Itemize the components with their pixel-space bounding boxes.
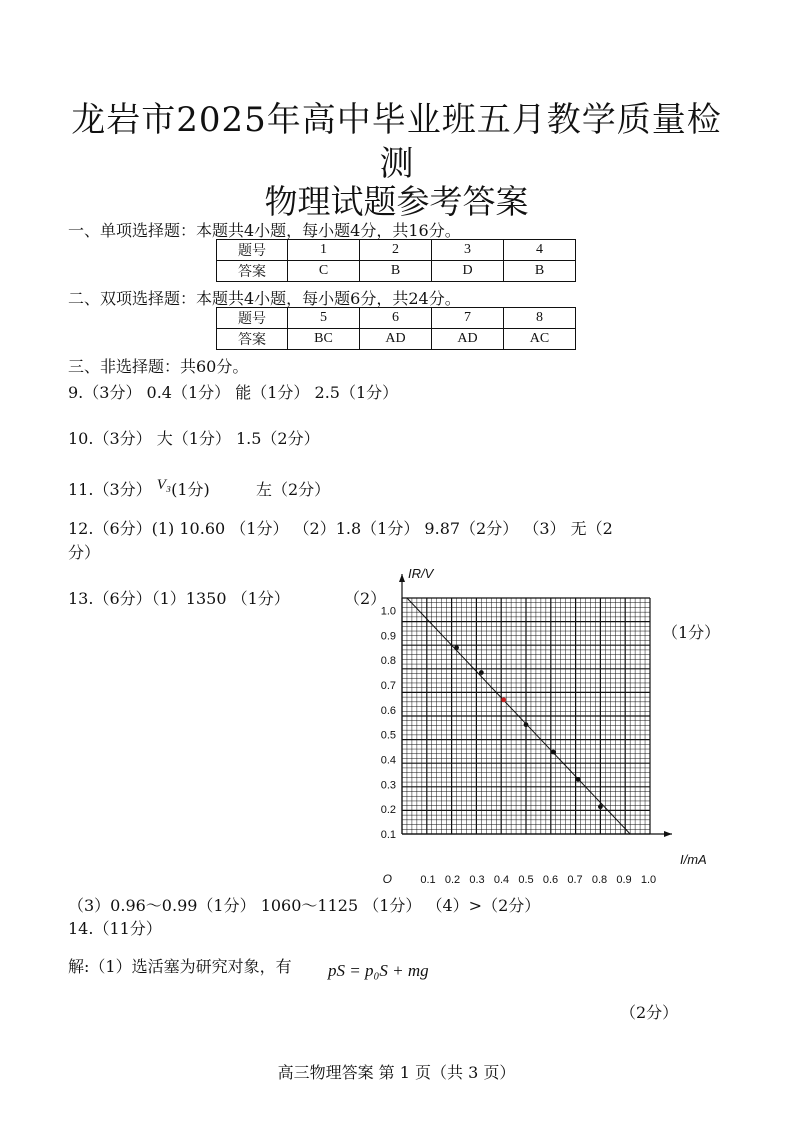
table-cell: B (360, 261, 432, 282)
x-tick-label: 0.2 (444, 874, 461, 886)
q14-score: （2分） (620, 1003, 679, 1022)
x-tick-label: 0.1 (420, 874, 436, 886)
table-row (217, 329, 576, 350)
table-cell: D (432, 261, 504, 282)
q13-answer-line3: （3）0.96～0.99（1分） 1060～1125 （1分） （4）>（2分） (68, 896, 541, 915)
y-tick-label: 0.9 (380, 630, 396, 643)
table-row (217, 261, 576, 282)
q14-equation: pS = p₀S + mg (328, 961, 429, 980)
chart-labels (381, 566, 707, 886)
table-cell: 题号 (217, 308, 288, 329)
y-tick-label: 0.6 (380, 704, 396, 717)
q12-answer-line1: 12.（6分）(1) 10.60 （1分） （2）1.8（1分） 9.87（2分） （3） 无（2 (68, 519, 613, 538)
section2-answer-table (216, 307, 576, 350)
q10-answer: 10.（3分） 大（1分） 1.5（2分） (68, 429, 320, 448)
title-line-3: 物理试题参考答案 (264, 182, 529, 221)
x-tick-label: 0.8 (591, 874, 608, 886)
y-tick-label: 0.2 (380, 804, 396, 817)
y-tick-label: 0.1 (380, 829, 396, 841)
table-cell: C (288, 261, 360, 282)
section2-heading: 二、双项选择题：本题共4小题，每小题6分，共24分。 (68, 289, 461, 308)
section1-heading: 一、单项选择题：本题共4小题，每小题4分，共16分。 (68, 221, 461, 240)
q11-answer (68, 477, 330, 500)
data-point (479, 670, 484, 675)
y-tick-label: 0.5 (380, 729, 396, 742)
table-row (217, 240, 576, 261)
q11-prefix: 11.（3分） (68, 480, 152, 499)
q11-rest: 左（2分） (255, 480, 331, 499)
table-cell: 答案 (217, 329, 288, 350)
y-tick-label: 0.3 (380, 779, 396, 792)
y-axis-arrow (399, 574, 405, 582)
x-tick-label: 0.9 (616, 874, 632, 886)
data-point (501, 697, 506, 702)
page-footer: 高三物理答案 第 1 页（共 3 页） (277, 1063, 516, 1082)
y-axis-label: IR/V (408, 566, 434, 581)
table-cell: 4 (504, 240, 576, 261)
title-line-2: 测 (379, 144, 414, 184)
table-cell: AD (360, 329, 432, 350)
y-tick-label: 0.8 (380, 655, 396, 668)
data-point (454, 645, 459, 650)
data-point (551, 750, 556, 755)
y-tick-label: 0.4 (380, 754, 396, 767)
table-cell: 6 (360, 308, 432, 329)
ir-vs-i-chart (360, 560, 720, 890)
q12-answer-line2: 分） (68, 543, 101, 562)
x-tick-label: 0.6 (542, 874, 559, 886)
data-point (598, 804, 603, 809)
table-cell: AC (504, 329, 576, 350)
table-cell: B (504, 261, 576, 282)
data-point (576, 777, 581, 782)
x-tick-label: 0.3 (469, 874, 485, 886)
table-cell: 5 (288, 308, 360, 329)
table-cell: 2 (360, 240, 432, 261)
q14-solution: 解:（1）选活塞为研究对象，有 (68, 957, 292, 976)
q11-score: (1分) (171, 480, 210, 499)
q11-variable: V₃ (156, 477, 172, 493)
table-cell: 3 (432, 240, 504, 261)
table-cell: AD (432, 329, 504, 350)
x-axis-arrow (664, 831, 672, 837)
table-cell: 题号 (217, 240, 288, 261)
title-line-1: 龙岩市2025年高中毕业班五月教学质量检 (71, 100, 722, 140)
q13-answer: 13.（6分）（1）1350 （1分） (68, 589, 290, 608)
x-axis-label: I/mA (680, 852, 707, 867)
table-row (217, 308, 576, 329)
y-tick-label: 0.7 (380, 679, 396, 692)
q14-heading: 14.（11分） (68, 919, 162, 938)
x-tick-label: 0.5 (518, 874, 534, 886)
x-tick-label: 1.0 (640, 874, 657, 886)
table-cell: 1 (288, 240, 360, 261)
table-cell: BC (288, 329, 360, 350)
table-cell: 答案 (217, 261, 288, 282)
chart-grid (402, 598, 650, 834)
chart-axes (399, 574, 672, 837)
section1-answer-table (216, 239, 576, 282)
table-cell: 8 (504, 308, 576, 329)
table-cell: 7 (432, 308, 504, 329)
q13-graph-score: （1分） (662, 623, 721, 642)
x-tick-label: 0.4 (493, 874, 510, 886)
y-tick-label: 1.0 (380, 605, 396, 618)
q13-part2-label: （2） (344, 589, 387, 608)
q9-answer: 9.（3分） 0.4（1分） 能（1分） 2.5（1分） (68, 383, 399, 402)
data-point (524, 722, 529, 727)
x-tick-label: 0.7 (567, 874, 583, 886)
origin-label: O (382, 872, 392, 886)
section3-heading: 三、非选择题：共60分。 (68, 357, 249, 376)
